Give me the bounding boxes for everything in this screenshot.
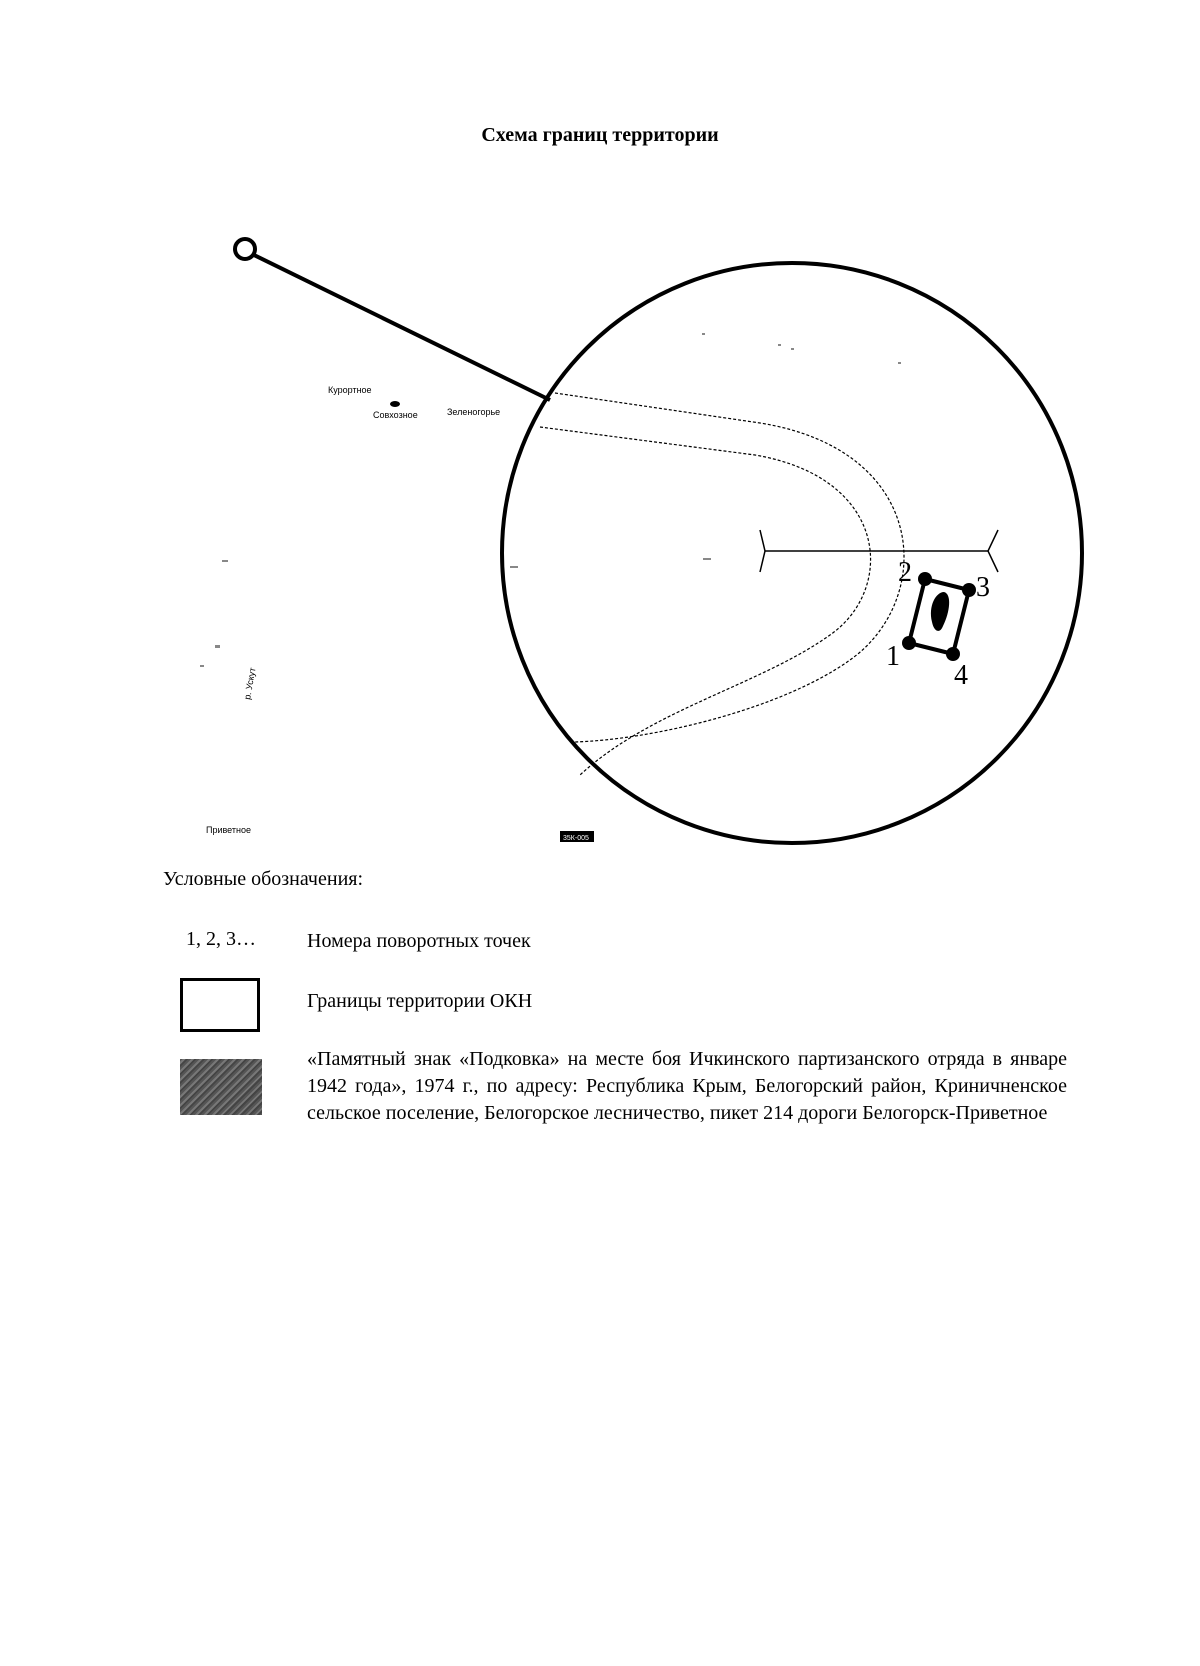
legend-points-text: Номера поворотных точек [307,930,531,952]
river-label: р. Ускут [242,666,258,701]
road-outer-edge [555,393,904,742]
callout-line [254,255,550,400]
road-number-label: 35К-005 [563,835,589,842]
map-specks [200,333,901,667]
point-label-1: 1 [886,641,900,672]
road-inner-edge [540,427,871,775]
point-label-4: 4 [954,660,968,691]
legend-points-symbol: 1, 2, 3… [186,928,256,950]
settlement-label-zelenogorye: Зеленогорье [447,407,501,417]
monument-object [931,592,949,631]
legend-heading: Условные обозначения: [163,868,364,890]
settlement-label-kurortnoe: Курортное [328,385,372,395]
point-label-2: 2 [898,557,912,588]
point-label-3: 3 [976,572,990,603]
settlement-marker [390,401,400,407]
power-line-end-left [760,530,765,572]
legend-boundary-text: Границы территории ОКН [307,990,533,1012]
settlement-label-privetnoe: Приветное [206,825,251,835]
settlement-label-sovkhoznoe: Совхозное [373,410,418,420]
legend-boundary-symbol [180,978,260,1032]
legend-monument-text: «Памятный знак «Подковка» на месте боя Ичкинского партизанского отряда в январе 1942 года», 1974 г., по адресу: Республика Крым, Белогорский район, Криничненское сельское поселение, Белогорское лесничество, пикет 214 дороги Белогорск-Приветное [307,1048,1067,1124]
page-title: Схема границ территории [481,124,719,146]
legend-monument-symbol [180,1059,262,1115]
power-line-end-right [988,530,998,572]
callout-origin-marker [235,239,255,259]
